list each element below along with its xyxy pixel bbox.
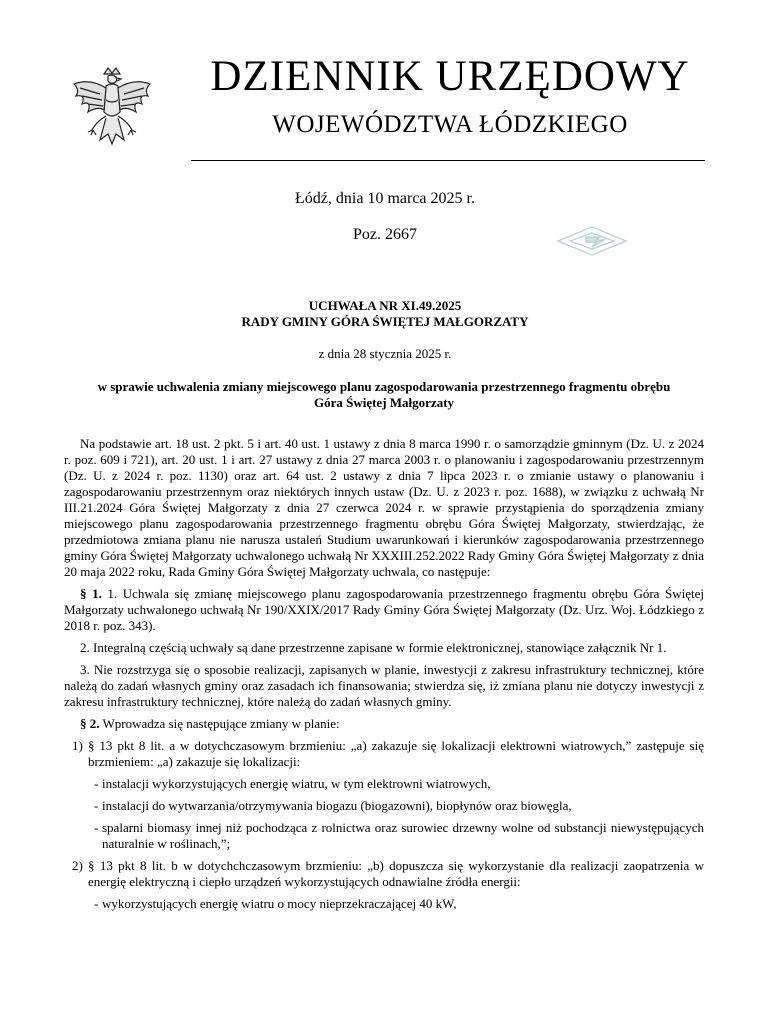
list-item-number: 2) bbox=[72, 858, 83, 873]
resolution-date: z dnia 28 stycznia 2025 r. bbox=[318, 346, 452, 361]
dash-item bbox=[64, 896, 704, 912]
list-item-number: 1) bbox=[72, 738, 83, 753]
dash-marker: - bbox=[94, 896, 99, 911]
list-item-text: § 13 pkt 8 lit. a w dotychczasowym brzmieniu: „a) zakazuje się lokalizacji elektrowni wiatrowych,” zastępuje się brzmieniem: „a) zakazuje się lokalizacji: bbox=[88, 738, 704, 769]
dash-item-text: instalacji wykorzystujących energię wiatru, w tym elektrowni wiatrowych, bbox=[102, 776, 491, 791]
section-1-paragraph-3: 3. Nie rozstrzyga się o sposobie realizacji, zapisanych w planie, inwestycji z zakresu infrastruktury technicznej, które należą do zadań własnych gminy oraz zasadach ich finansowania; stwierdza się, iż zmiana planu nie dotyczy inwestycji z zakresu infrastruktury technicznej, które należą do zadań własnych gminy. bbox=[64, 662, 704, 709]
section-2-intro bbox=[64, 716, 704, 732]
resolution-subject-line1: w sprawie uchwalenia zmiany miejscowego planu zagospodarowania przestrzennego fragmentu obrębu bbox=[97, 379, 671, 394]
resolution-subject bbox=[64, 379, 704, 411]
dash-item bbox=[64, 820, 704, 852]
resolution-subject-line2: Góra Świętej Małgorzaty bbox=[313, 395, 455, 410]
section-1-paragraph-2: 2. Integralną częścią uchwały są dane przestrzenne zapisane w formie elektronicznej, stanowiące załącznik Nr 1. bbox=[80, 640, 667, 655]
list-item bbox=[64, 738, 704, 770]
dash-marker: - bbox=[94, 798, 99, 813]
dash-item-text: spalarni biomasy innej niż pochodząca z rolnictwa oraz surowiec drzewny wolne od substancji niewystępujących naturalnie w roślinach,”; bbox=[102, 820, 704, 851]
list-item bbox=[64, 858, 704, 890]
position-number: Poz. 2667 bbox=[353, 226, 417, 243]
resolution-number: UCHWAŁA NR XI.49.2025 bbox=[308, 298, 462, 313]
preamble-paragraph: Na podstawie art. 18 ust. 2 pkt. 5 i art. 40 ust. 1 ustawy z dnia 8 marca 1990 r. o samorządzie gminnym (Dz. U. z 2024 r. poz. 609 i 721), art. 20 ust. 1 i art. 27 ustawy z dnia 27 marca 2003 r. o planowaniu i zagospodarowaniu przestrzennym (Dz. U. z 2024 r. poz. 1130) oraz art. 64 ust. 2 ustawy z dnia 7 lipca 2023 r. o zmianie ustawy o planowaniu i zagospodarowaniu przestrzennym oraz niektórych innych ustaw (Dz. U. z 2023 r. poz. 1688), w związku z uchwałą Nr III.21.2024 Góra Świętej Małgorzaty z dnia 27 czerwca 2024 r. w sprawie przystąpienia do sporządzenia zmiany miejscowego planu zagospodarowania przestrzennego fragmentu obrębu Góra Świętej Małgorzaty, stwierdzając, że przedmiotowa zmiana planu nie narusza ustaleń Studium uwarunkowań i kierunków zagospodarowania przestrzennego gminy Góra Świętej Małgorzaty uchwalonego uchwałą Nr XXXIII.252.2022 Rady Gminy Góra Świętej Małgorzaty z dnia 20 maja 2022 roku, Rada Gminy Góra Świętej Małgorzaty uchwala, co następuje: bbox=[64, 436, 704, 579]
dash-item-text: wykorzystujących energię wiatru o mocy nieprzekraczającej 40 kW, bbox=[102, 896, 457, 911]
section-1-mark: § 1. bbox=[80, 586, 102, 601]
dash-item bbox=[64, 798, 704, 814]
list-item-text: § 13 pkt 8 lit. b w dotychchczasowym brzmieniu: „b) dopuszcza się wykorzystanie dla realizacji zaopatrzenia w energię elektryczną i ciepło urządzeń wykorzystujących odnawialne źródła energii: bbox=[88, 858, 704, 889]
resolution-issuer: RADY GMINY GÓRA ŚWIĘTEJ MAŁGORZATY bbox=[241, 314, 529, 329]
journal-title: DZIENNIK URZĘDOWY bbox=[210, 53, 690, 100]
section-1-text-1: 1. Uchwala się zmianę miejscowego planu zagospodarowania przestrzennego fragmentu obrębu Góra Świętej Małgorzaty uchwalonego uchwałą Nr 190/XXIX/2017 Rady Gminy Góra Świętej Małgorzaty (Dz. Urz. Woj. Łódzkiego z 2018 r. poz. 343). bbox=[64, 586, 705, 633]
dash-item-text: instalacji do wytwarzania/otrzymywania biogazu (biogazowni), biopłynów oraz biowęgla, bbox=[102, 798, 572, 813]
publication-date: Łódź, dnia 10 marca 2025 r. bbox=[295, 190, 475, 207]
section-2-mark: § 2. bbox=[80, 716, 100, 731]
dash-item bbox=[64, 776, 704, 792]
section-2-intro-text: Wprowadza się następujące zmiany w planie: bbox=[102, 716, 340, 731]
masthead-divider bbox=[191, 160, 705, 161]
dash-marker: - bbox=[94, 776, 99, 791]
resolution-title bbox=[80, 298, 690, 330]
electronic-signature-stamp-icon bbox=[556, 224, 628, 258]
dash-marker: - bbox=[94, 820, 99, 835]
white-eagle-emblem-icon bbox=[66, 64, 158, 164]
section-1-paragraph-1 bbox=[64, 586, 704, 634]
journal-subtitle: WOJEWÓDZTWA ŁÓDZKIEGO bbox=[272, 111, 628, 138]
resolution-body bbox=[64, 436, 704, 918]
